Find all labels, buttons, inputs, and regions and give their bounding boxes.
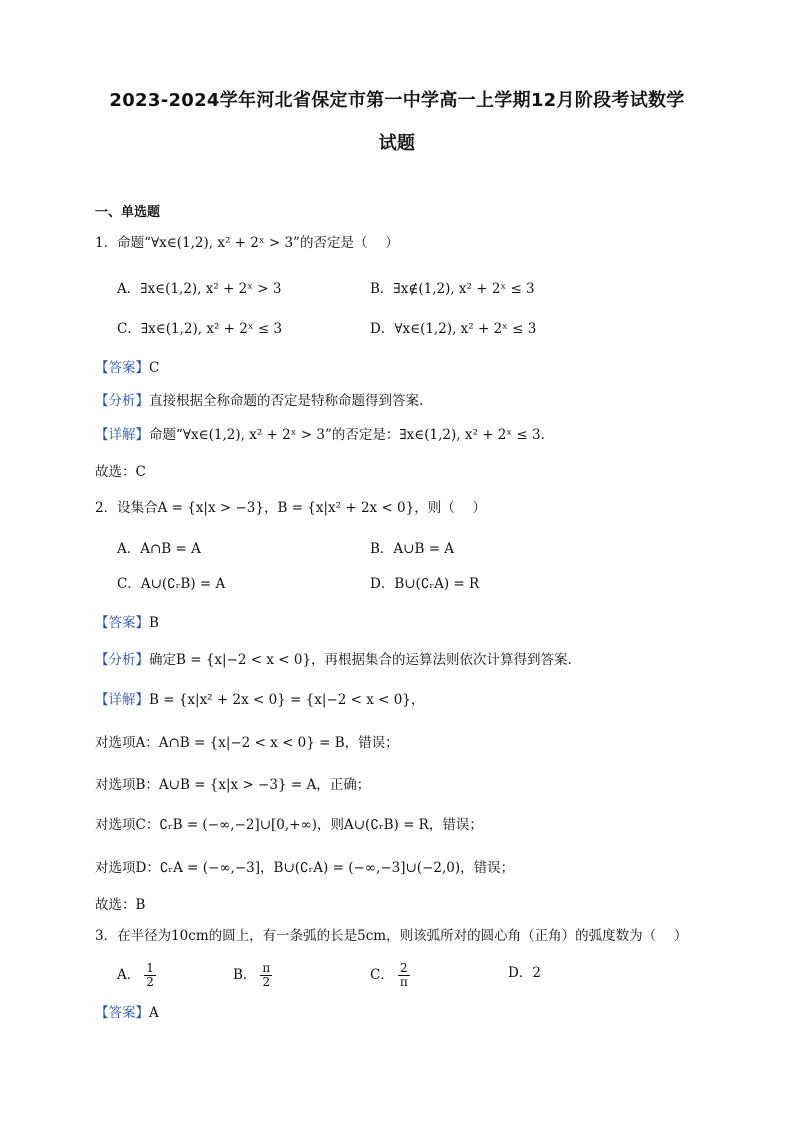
denominator: 2 (262, 975, 271, 989)
q3-option-c (370, 962, 410, 989)
q3-stem: 3．在半径为10cm的圆上，有一条弧的长是5cm，则该弧所对的圆心角（正角）的弧度数为（ ） (95, 928, 688, 944)
analysis-tag: 【分析】 (95, 393, 149, 409)
numerator: 1 (146, 961, 154, 975)
q1-option-a: A．∃x∈(1,2), x² + 2ˣ > 3 (117, 281, 282, 297)
doc-title-cont: 试题 (378, 133, 416, 154)
answer-tag: 【答案】 (95, 615, 149, 631)
q2-option-c: C．A∪(∁ᵣB) = A (117, 576, 226, 592)
q1-choose: 故选：C (95, 464, 146, 480)
q2-choose: 故选：B (95, 897, 146, 913)
numerator: π (262, 961, 271, 975)
answer-value: C (149, 360, 160, 376)
q3-option-a (117, 962, 156, 989)
q2-detail (95, 689, 424, 711)
option-label: B． (233, 967, 257, 983)
numerator: 2 (399, 961, 408, 975)
analysis-text: 直接根据全称命题的否定是特称命题得到答案. (149, 393, 424, 409)
q3-answer (95, 1002, 159, 1024)
q2-opt-a-check: 对选项A：A∩B = {x|−2 < x < 0} = B，错误； (95, 735, 399, 751)
q1-option-d: D．∀x∈(1,2), x² + 2ˣ ≤ 3 (370, 321, 537, 337)
q2-analysis (95, 649, 572, 671)
q1-option-c: C．∃x∈(1,2), x² + 2ˣ ≤ 3 (117, 321, 283, 337)
analysis-text: 确定B = {x|−2 < x < 0}，再根据集合的运算法则依次计算得到答案. (149, 652, 572, 668)
denominator: π (399, 975, 408, 989)
doc-title: 2023-2024学年河北省保定市第一中学高一上学期12月阶段考试数学 (109, 90, 685, 111)
detail-tag: 【详解】 (95, 692, 149, 708)
answer-value: A (149, 1005, 159, 1021)
option-label: C． (370, 967, 394, 983)
q1-detail (95, 424, 545, 446)
answer-value: B (149, 615, 159, 631)
fraction (398, 962, 410, 989)
q1-answer (95, 357, 159, 379)
q2-option-a: A．A∩B = A (117, 541, 201, 557)
fraction (260, 962, 272, 989)
q1-analysis (95, 390, 423, 412)
q2-opt-d-check: 对选项D：∁ᵣA = (−∞,−3]，B∪(∁ᵣA) = (−∞,−3]∪(−2,0)，错误； (95, 860, 515, 876)
detail-text: B = {x|x² + 2x < 0} = {x|−2 < x < 0}， (149, 692, 425, 708)
option-label: A． (117, 967, 141, 983)
q2-option-d: D．B∪(∁ᵣA) = R (370, 576, 480, 592)
answer-tag: 【答案】 (95, 360, 149, 376)
detail-tag: 【详解】 (95, 427, 149, 443)
analysis-tag: 【分析】 (95, 652, 149, 668)
q2-answer (95, 612, 159, 634)
q2-stem: 2．设集合A = {x|x > −3}，B = {x|x² + 2x < 0}，则（ ） (95, 500, 487, 516)
q1-stem: 1．命题“∀x∈(1,2), x² + 2ˣ > 3”的否定是（ ） (95, 235, 399, 251)
answer-tag: 【答案】 (95, 1005, 149, 1021)
section-heading: 一、单选题 (95, 205, 161, 220)
q2-opt-c-check: 对选项C：∁ᵣB = (−∞,−2]∪[0,+∞)，则A∪(∁ᵣB) = R，错误； (95, 817, 483, 833)
denominator: 2 (146, 975, 154, 989)
q2-option-b: B．A∪B = A (370, 541, 455, 557)
detail-text: 命题“∀x∈(1,2), x² + 2ˣ > 3”的否定是：∃x∈(1,2), x² + 2ˣ ≤ 3. (149, 427, 545, 443)
q1-option-b: B．∃x∉(1,2), x² + 2ˣ ≤ 3 (370, 281, 535, 297)
q3-option-d: D．2 (508, 965, 541, 981)
q3-option-b (233, 962, 272, 989)
q2-opt-b-check: 对选项B：A∪B = {x|x > −3} = A，正确； (95, 777, 371, 793)
fraction (144, 962, 156, 989)
